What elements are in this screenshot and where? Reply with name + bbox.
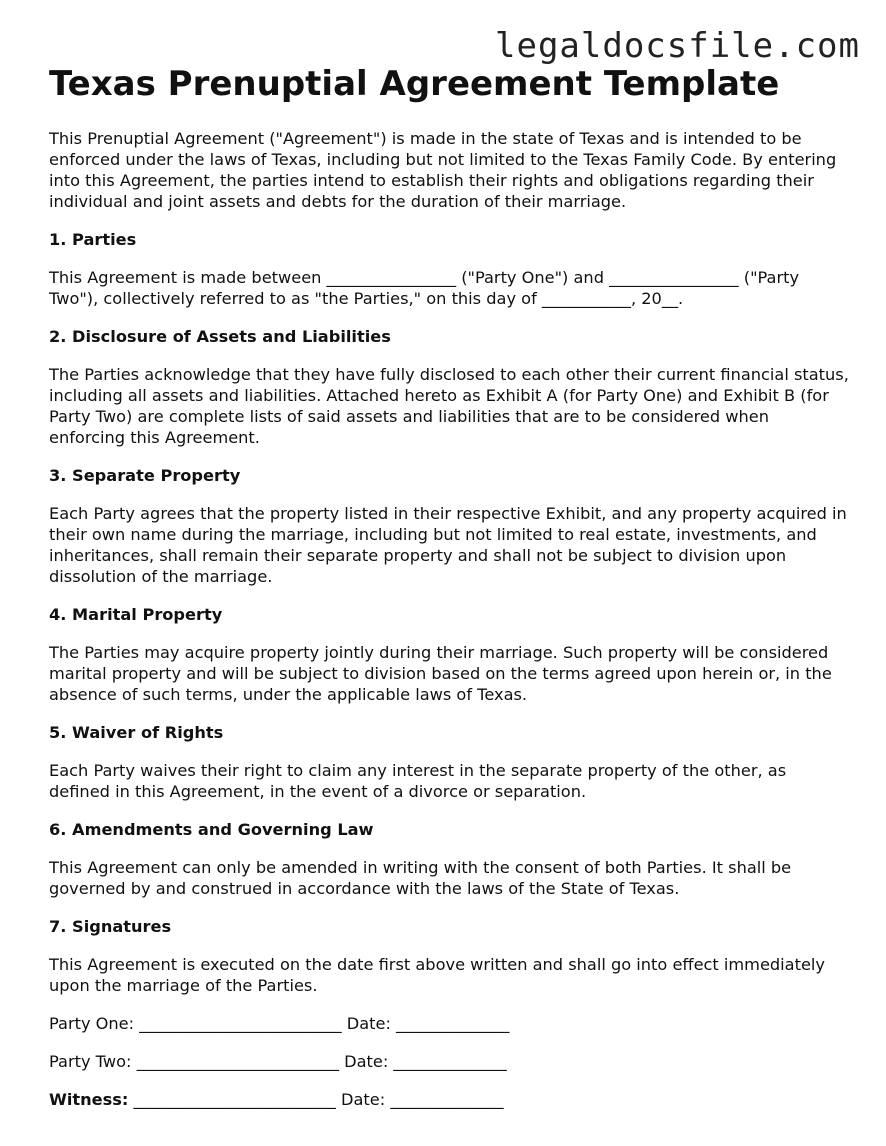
intro-paragraph: This Prenuptial Agreement ("Agreement") is made in the state of Texas and is intended to be enforced under the laws of Texas, including but not limited to the Texas Family Code. By entering into this Agreement, the parties intend to establish their rights and obligations regarding their individual and joint assets and debts for the duration of their marriage.	[49, 129, 837, 211]
section-text-amendments: This Agreement can only be amended in writing with the consent of both Parties. It shall be governed by and construed in accordance with the laws of the State of Texas.	[49, 858, 792, 898]
signature-line-party-two[interactable]	[49, 1051, 849, 1072]
page-title: Texas Prenuptial Agreement Template	[49, 64, 780, 104]
date-label: Date:	[346, 1014, 391, 1033]
signature-blank[interactable]: _________________________	[131, 1052, 345, 1071]
date-blank[interactable]: ______________	[390, 1014, 510, 1033]
date-label: Date:	[341, 1090, 386, 1109]
section-heading-separate-property: 3. Separate Property	[49, 466, 241, 485]
date-label: Date:	[344, 1052, 389, 1071]
section-text-disclosure: The Parties acknowledge that they have fully disclosed to each other their current financial status, including all assets and liabilities. Attached hereto as Exhibit A (for Party One) and Exhibit B (for Party Two) are complete lists of said assets and liabilities that are to be considered when enforcing this Agreement.	[49, 365, 849, 447]
section-heading-parties: 1. Parties	[49, 230, 137, 249]
signature-line-witness[interactable]	[49, 1089, 849, 1110]
section-heading-waiver: 5. Waiver of Rights	[49, 723, 224, 742]
section-text-waiver: Each Party waives their right to claim any interest in the separate property of the other, as defined in this Agreement, in the event of a divorce or separation.	[49, 761, 787, 801]
date-blank[interactable]: ______________	[388, 1052, 507, 1071]
section-text-signatures: This Agreement is executed on the date first above written and shall go into effect immediately upon the marriage of the Parties.	[49, 955, 825, 995]
signature-blank[interactable]: _________________________	[128, 1090, 342, 1109]
signature-label: Party Two:	[49, 1052, 132, 1071]
section-text-separate-property: Each Party agrees that the property listed in their respective Exhibit, and any property acquired in their own name during the marriage, including but not limited to real estate, investments, and inheritances, shall remain their separate property and shall not be subject to division upon dissolution of the marriage.	[49, 504, 847, 586]
section-heading-disclosure: 2. Disclosure of Assets and Liabilities	[49, 327, 391, 346]
document-page	[49, 64, 849, 1110]
date-blank[interactable]: ______________	[385, 1090, 504, 1109]
signature-label: Party One:	[49, 1014, 135, 1033]
signature-label: Witness:	[49, 1090, 129, 1109]
section-heading-marital-property: 4. Marital Property	[49, 605, 223, 624]
section-text-parties: This Agreement is made between ________________ ("Party One") and ________________ ("Party Two"), collectively referred to as "the Parties," on this day of ___________, 20__.	[49, 268, 800, 308]
watermark: legaldocsfile.com	[495, 26, 860, 66]
signature-blank[interactable]: _________________________	[134, 1014, 347, 1033]
section-text-marital-property: The Parties may acquire property jointly during their marriage. Such property will be considered marital property and will be subject to division based on the terms agreed upon herein or, in the absence of such terms, under the applicable laws of Texas.	[49, 643, 832, 704]
signature-line-party-one[interactable]	[49, 1013, 849, 1034]
section-heading-amendments: 6. Amendments and Governing Law	[49, 820, 374, 839]
section-heading-signatures: 7. Signatures	[49, 917, 172, 936]
